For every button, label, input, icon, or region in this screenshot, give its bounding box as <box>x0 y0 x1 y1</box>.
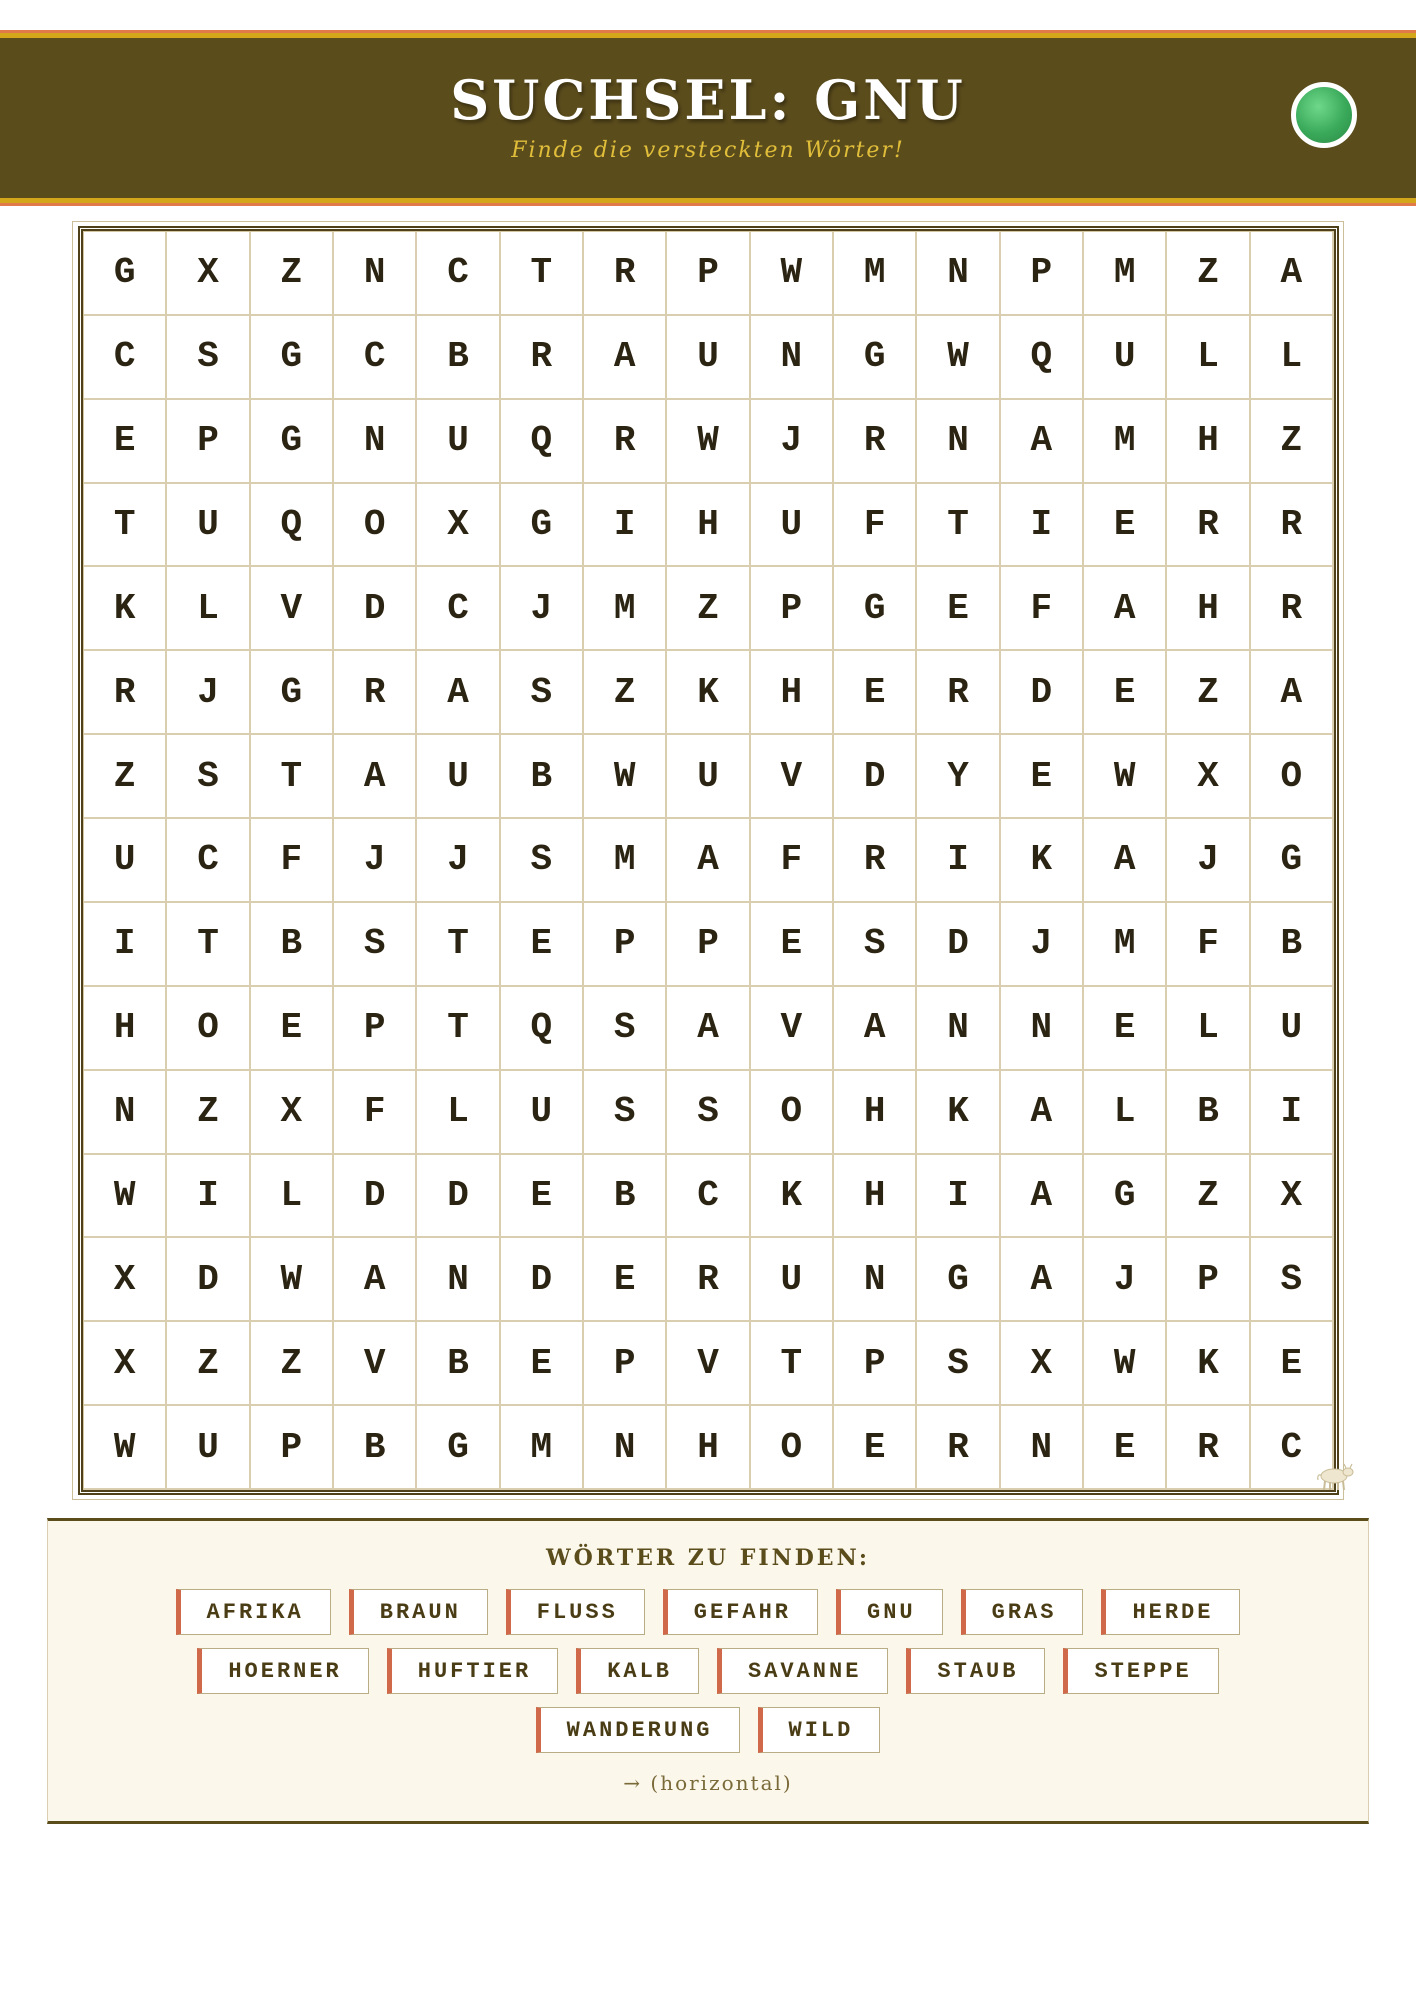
grid-cell[interactable]: Q <box>501 987 584 1071</box>
word-list-heading: WÖRTER ZU FINDEN: <box>545 1545 871 1571</box>
grid-cell[interactable]: Z <box>1251 400 1334 484</box>
grid-cell[interactable]: P <box>751 567 834 651</box>
grid-cell[interactable]: A <box>1084 819 1167 903</box>
grid-cell[interactable]: D <box>501 1238 584 1322</box>
grid-cell[interactable]: R <box>834 819 917 903</box>
grid-cell[interactable]: T <box>417 903 500 987</box>
grid-cell[interactable]: Z <box>1167 1155 1250 1239</box>
grid-cell[interactable]: K <box>1001 819 1084 903</box>
grid-cell[interactable]: Z <box>1167 651 1250 735</box>
grid-cell[interactable]: P <box>667 232 750 316</box>
grid-cell[interactable]: A <box>334 1238 417 1322</box>
word-list-row <box>48 1648 1368 1694</box>
grid-cell[interactable]: C <box>167 819 250 903</box>
grid-cell[interactable]: R <box>834 400 917 484</box>
grid-cell[interactable]: T <box>84 484 167 568</box>
grid-cell[interactable]: S <box>334 903 417 987</box>
grid-cell[interactable]: L <box>167 567 250 651</box>
grid-cell[interactable]: N <box>751 316 834 400</box>
word-chip-steppe: STEPPE <box>1063 1648 1218 1694</box>
grid-cell[interactable]: E <box>1001 735 1084 819</box>
grid-cell[interactable]: K <box>751 1155 834 1239</box>
grid-cell[interactable]: O <box>167 987 250 1071</box>
grid-cell[interactable]: K <box>1167 1322 1250 1406</box>
grid-cell[interactable]: S <box>917 1322 1000 1406</box>
grid-cell[interactable]: P <box>584 1322 667 1406</box>
grid-cell[interactable]: F <box>834 484 917 568</box>
grid-cell[interactable]: W <box>251 1238 334 1322</box>
grid-cell[interactable]: X <box>84 1322 167 1406</box>
grid-cell[interactable]: Z <box>167 1071 250 1155</box>
word-list-row <box>48 1589 1368 1635</box>
grid-cell[interactable]: O <box>1251 735 1334 819</box>
grid-cell[interactable]: P <box>167 400 250 484</box>
grid-cell[interactable]: M <box>584 819 667 903</box>
grid-cell[interactable]: H <box>667 484 750 568</box>
grid-cell[interactable]: X <box>1251 1155 1334 1239</box>
grid-cell[interactable]: U <box>751 484 834 568</box>
letter-grid <box>83 231 1334 1490</box>
grid-cell[interactable]: M <box>834 232 917 316</box>
grid-cell[interactable]: X <box>417 484 500 568</box>
grid-cell[interactable]: Z <box>251 232 334 316</box>
grid-cell[interactable]: U <box>1251 987 1334 1071</box>
grid-cell[interactable]: Q <box>1001 316 1084 400</box>
grid-cell[interactable]: M <box>1084 903 1167 987</box>
grid-cell[interactable]: A <box>1001 1071 1084 1155</box>
page-title: SUCHSEL: GNU <box>450 68 966 132</box>
grid-cell[interactable]: O <box>751 1406 834 1490</box>
grid-cell[interactable]: N <box>584 1406 667 1490</box>
grid-cell[interactable]: S <box>501 651 584 735</box>
page-subtitle: Finde die versteckten Wörter! <box>511 138 905 163</box>
grid-cell[interactable]: I <box>1251 1071 1334 1155</box>
grid-cell[interactable]: T <box>917 484 1000 568</box>
grid-cell[interactable]: C <box>417 567 500 651</box>
grid-cell[interactable]: F <box>1167 903 1250 987</box>
grid-cell[interactable]: B <box>334 1406 417 1490</box>
word-chip-afrika: AFRIKA <box>176 1589 331 1635</box>
word-chip-kalb: KALB <box>576 1648 699 1694</box>
grid-cell[interactable]: S <box>167 316 250 400</box>
grid-cell[interactable]: L <box>417 1071 500 1155</box>
grid-cell[interactable]: S <box>167 735 250 819</box>
grid-cell[interactable]: R <box>1251 484 1334 568</box>
grid-cell[interactable]: P <box>1001 232 1084 316</box>
grid-cell[interactable]: M <box>501 1406 584 1490</box>
grid-cell[interactable]: X <box>251 1071 334 1155</box>
word-chip-herde: HERDE <box>1101 1589 1240 1635</box>
grid-cell[interactable]: N <box>334 400 417 484</box>
grid-cell[interactable]: S <box>1251 1238 1334 1322</box>
word-chip-huftier: HUFTIER <box>387 1648 558 1694</box>
grid-cell[interactable]: J <box>417 819 500 903</box>
grid-cell[interactable]: A <box>1251 651 1334 735</box>
grid-cell[interactable]: I <box>917 1155 1000 1239</box>
grid-cell[interactable]: E <box>834 1406 917 1490</box>
grid-cell[interactable]: W <box>1084 1322 1167 1406</box>
grid-cell[interactable]: L <box>1167 987 1250 1071</box>
grid-cell[interactable]: I <box>1001 484 1084 568</box>
grid-cell[interactable]: E <box>501 903 584 987</box>
grid-cell[interactable]: P <box>251 1406 334 1490</box>
grid-cell[interactable]: B <box>417 1322 500 1406</box>
grid-cell[interactable]: V <box>751 735 834 819</box>
grid-cell[interactable]: F <box>251 819 334 903</box>
grid-cell[interactable]: M <box>584 567 667 651</box>
grid-cell[interactable]: E <box>1084 987 1167 1071</box>
grid-cell[interactable]: O <box>751 1071 834 1155</box>
grid-cell[interactable]: S <box>584 1071 667 1155</box>
grid-cell[interactable]: X <box>84 1238 167 1322</box>
grid-cell[interactable]: L <box>1251 316 1334 400</box>
word-chip-wanderung: WANDERUNG <box>536 1707 740 1753</box>
grid-cell[interactable]: A <box>667 819 750 903</box>
word-chip-fluss: FLUSS <box>506 1589 645 1635</box>
grid-cell[interactable]: Z <box>1167 232 1250 316</box>
grid-cell[interactable]: W <box>1084 735 1167 819</box>
grid-cell[interactable]: N <box>917 232 1000 316</box>
grid-cell[interactable]: G <box>917 1238 1000 1322</box>
grid-cell[interactable]: G <box>834 567 917 651</box>
grid-cell[interactable]: R <box>1167 1406 1250 1490</box>
grid-cell[interactable]: Q <box>251 484 334 568</box>
grid-cell[interactable]: C <box>334 316 417 400</box>
grid-cell[interactable]: R <box>584 232 667 316</box>
grid-cell[interactable]: U <box>417 400 500 484</box>
grid-cell[interactable]: Q <box>501 400 584 484</box>
grid-cell[interactable]: E <box>1084 484 1167 568</box>
grid-cell[interactable]: T <box>751 1322 834 1406</box>
grid-cell[interactable]: W <box>584 735 667 819</box>
grid-cell[interactable]: J <box>751 400 834 484</box>
grid-cell[interactable]: A <box>417 651 500 735</box>
grid-cell[interactable]: N <box>334 232 417 316</box>
grid-cell[interactable]: T <box>417 987 500 1071</box>
grid-cell[interactable]: D <box>1001 651 1084 735</box>
grid-cell[interactable]: E <box>1084 651 1167 735</box>
grid-cell[interactable]: P <box>334 987 417 1071</box>
grid-cell[interactable]: A <box>1001 1238 1084 1322</box>
grid-cell[interactable]: D <box>917 903 1000 987</box>
grid-cell[interactable]: E <box>584 1238 667 1322</box>
grid-cell[interactable]: S <box>834 903 917 987</box>
grid-cell[interactable]: D <box>334 1155 417 1239</box>
grid-cell[interactable]: X <box>167 232 250 316</box>
grid-cell[interactable]: B <box>584 1155 667 1239</box>
grid-cell[interactable]: S <box>501 819 584 903</box>
grid-cell[interactable]: J <box>167 651 250 735</box>
grid-cell[interactable]: D <box>167 1238 250 1322</box>
grid-cell[interactable]: N <box>834 1238 917 1322</box>
grid-cell[interactable]: C <box>84 316 167 400</box>
grid-cell[interactable]: U <box>167 484 250 568</box>
word-chip-braun: BRAUN <box>349 1589 488 1635</box>
grid-cell[interactable]: M <box>1084 400 1167 484</box>
grid-cell[interactable]: P <box>584 903 667 987</box>
grid-cell[interactable]: U <box>417 735 500 819</box>
header-banner <box>0 33 1416 203</box>
grid-cell[interactable]: G <box>84 232 167 316</box>
grid-cell[interactable]: I <box>917 819 1000 903</box>
grid-cell[interactable]: A <box>334 735 417 819</box>
grid-cell[interactable]: B <box>251 903 334 987</box>
gnu-icon <box>1313 1462 1355 1492</box>
grid-cell[interactable]: J <box>1167 819 1250 903</box>
word-list-panel <box>47 1518 1369 1824</box>
grid-cell[interactable]: N <box>917 987 1000 1071</box>
grid-cell[interactable]: R <box>1167 484 1250 568</box>
grid-cell[interactable]: L <box>1167 316 1250 400</box>
grid-cell[interactable]: H <box>834 1071 917 1155</box>
grid-cell[interactable]: U <box>167 1406 250 1490</box>
grid-cell[interactable]: C <box>667 1155 750 1239</box>
grid-cell[interactable]: W <box>917 316 1000 400</box>
word-chip-gnu: GNU <box>836 1589 943 1635</box>
grid-cell[interactable]: R <box>84 651 167 735</box>
word-list-row <box>48 1707 1368 1753</box>
grid-cell[interactable]: N <box>1001 1406 1084 1490</box>
word-chip-staub: STAUB <box>906 1648 1045 1694</box>
grid-cell[interactable]: Y <box>917 735 1000 819</box>
grid-cell[interactable]: O <box>334 484 417 568</box>
grid-cell[interactable]: B <box>501 735 584 819</box>
grid-cell[interactable]: J <box>1001 903 1084 987</box>
grid-cell[interactable]: J <box>334 819 417 903</box>
grid-cell[interactable]: H <box>667 1406 750 1490</box>
grid-cell[interactable]: Z <box>167 1322 250 1406</box>
grid-cell[interactable]: U <box>751 1238 834 1322</box>
grid-cell[interactable]: A <box>1001 1155 1084 1239</box>
grid-cell[interactable]: K <box>917 1071 1000 1155</box>
grid-cell[interactable]: T <box>167 903 250 987</box>
grid-cell[interactable]: R <box>501 316 584 400</box>
grid-cell[interactable]: B <box>417 316 500 400</box>
grid-cell[interactable]: P <box>1167 1238 1250 1322</box>
grid-cell[interactable]: R <box>667 1238 750 1322</box>
grid-cell[interactable]: H <box>834 1155 917 1239</box>
grid-cell[interactable]: W <box>667 400 750 484</box>
grid-cell[interactable]: Z <box>84 735 167 819</box>
grid-cell[interactable]: U <box>84 819 167 903</box>
grid-cell[interactable]: R <box>917 1406 1000 1490</box>
grid-cell[interactable]: J <box>501 567 584 651</box>
grid-cell[interactable]: W <box>751 232 834 316</box>
grid-cell[interactable]: V <box>251 567 334 651</box>
grid-cell[interactable]: N <box>417 1238 500 1322</box>
grid-cell[interactable]: E <box>1251 1322 1334 1406</box>
grid-cell[interactable]: W <box>84 1406 167 1490</box>
grid-cell[interactable]: E <box>751 903 834 987</box>
grid-cell[interactable]: A <box>834 987 917 1071</box>
grid-cell[interactable]: K <box>667 651 750 735</box>
grid-cell[interactable]: F <box>1001 567 1084 651</box>
grid-cell[interactable]: V <box>334 1322 417 1406</box>
grid-cell[interactable]: L <box>251 1155 334 1239</box>
grid-cell[interactable]: Z <box>584 651 667 735</box>
grid-cell[interactable]: G <box>251 316 334 400</box>
grid-cell[interactable]: V <box>751 987 834 1071</box>
grid-cell[interactable]: G <box>1251 819 1334 903</box>
grid-cell[interactable]: G <box>1084 1155 1167 1239</box>
grid-cell[interactable]: D <box>834 735 917 819</box>
grid-cell[interactable]: V <box>667 1322 750 1406</box>
grid-cell[interactable]: C <box>417 232 500 316</box>
grid-cell[interactable]: H <box>751 651 834 735</box>
word-chip-gras: GRAS <box>961 1589 1084 1635</box>
grid-cell[interactable]: U <box>1084 316 1167 400</box>
word-chip-savanne: SAVANNE <box>717 1648 888 1694</box>
grid-cell[interactable]: G <box>834 316 917 400</box>
grid-cell[interactable]: X <box>1001 1322 1084 1406</box>
grid-cell[interactable]: P <box>834 1322 917 1406</box>
grid-cell[interactable]: E <box>834 651 917 735</box>
grid-cell[interactable]: C <box>1251 1406 1334 1490</box>
grid-cell[interactable]: A <box>1001 400 1084 484</box>
grid-cell[interactable]: A <box>667 987 750 1071</box>
grid-cell[interactable]: G <box>501 484 584 568</box>
status-indicator-icon <box>1291 82 1357 148</box>
grid-cell[interactable]: R <box>584 400 667 484</box>
grid-cell[interactable]: N <box>917 400 1000 484</box>
grid-cell[interactable]: R <box>917 651 1000 735</box>
grid-cell[interactable]: B <box>1251 903 1334 987</box>
grid-cell[interactable]: E <box>251 987 334 1071</box>
grid-cell[interactable]: D <box>334 567 417 651</box>
grid-cell[interactable]: G <box>251 400 334 484</box>
grid-cell[interactable]: A <box>1084 567 1167 651</box>
grid-cell[interactable]: M <box>1084 232 1167 316</box>
grid-cell[interactable]: R <box>1251 567 1334 651</box>
grid-cell[interactable]: T <box>501 232 584 316</box>
grid-cell[interactable]: K <box>84 567 167 651</box>
grid-cell[interactable]: N <box>1001 987 1084 1071</box>
grid-cell[interactable]: U <box>667 735 750 819</box>
grid-cell[interactable]: R <box>334 651 417 735</box>
direction-note: → (horizontal) <box>623 1771 793 1795</box>
grid-cell[interactable]: G <box>251 651 334 735</box>
grid-cell[interactable]: I <box>84 903 167 987</box>
grid-cell[interactable]: Z <box>251 1322 334 1406</box>
grid-cell[interactable]: N <box>84 1071 167 1155</box>
grid-cell[interactable]: A <box>1251 232 1334 316</box>
word-chip-hoerner: HOERNER <box>197 1648 368 1694</box>
grid-cell[interactable]: I <box>167 1155 250 1239</box>
grid-cell[interactable]: W <box>84 1155 167 1239</box>
grid-cell[interactable]: H <box>1167 567 1250 651</box>
grid-cell[interactable]: X <box>1167 735 1250 819</box>
grid-cell[interactable]: S <box>584 987 667 1071</box>
grid-cell[interactable]: G <box>417 1406 500 1490</box>
grid-cell[interactable]: A <box>584 316 667 400</box>
grid-cell[interactable]: E <box>1084 1406 1167 1490</box>
grid-cell[interactable]: U <box>501 1071 584 1155</box>
grid-cell[interactable]: E <box>917 567 1000 651</box>
grid-cell[interactable]: B <box>1167 1071 1250 1155</box>
word-chip-wild: WILD <box>758 1707 881 1753</box>
grid-cell[interactable]: E <box>501 1322 584 1406</box>
grid-cell[interactable]: S <box>667 1071 750 1155</box>
grid-cell[interactable]: H <box>84 987 167 1071</box>
word-chip-gefahr: GEFAHR <box>663 1589 818 1635</box>
grid-cell[interactable]: E <box>84 400 167 484</box>
grid-cell[interactable]: D <box>417 1155 500 1239</box>
grid-cell[interactable]: P <box>667 903 750 987</box>
grid-cell[interactable]: H <box>1167 400 1250 484</box>
grid-cell[interactable]: I <box>584 484 667 568</box>
grid-cell[interactable]: J <box>1084 1238 1167 1322</box>
grid-cell[interactable]: E <box>501 1155 584 1239</box>
grid-cell[interactable]: Z <box>667 567 750 651</box>
grid-cell[interactable]: L <box>1084 1071 1167 1155</box>
grid-cell[interactable]: U <box>667 316 750 400</box>
grid-cell[interactable]: T <box>251 735 334 819</box>
grid-cell[interactable]: F <box>334 1071 417 1155</box>
grid-cell[interactable]: F <box>751 819 834 903</box>
